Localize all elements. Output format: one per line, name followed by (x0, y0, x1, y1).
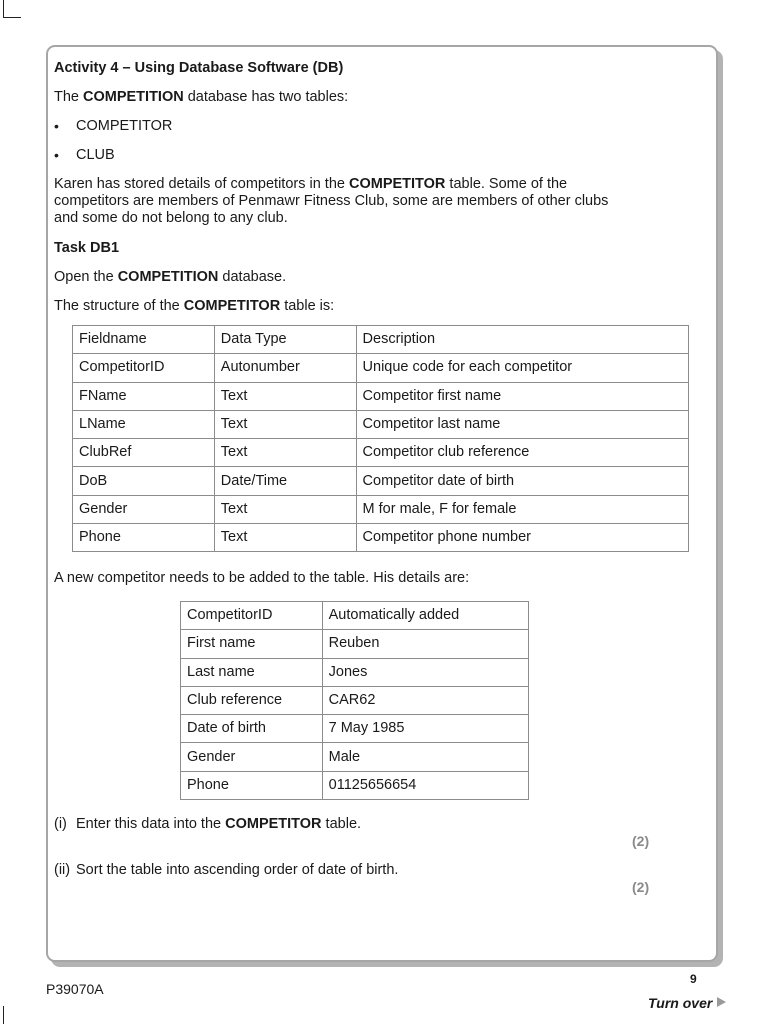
question-number: (i) (54, 816, 67, 832)
table-cell: Competitor first name (356, 382, 688, 410)
turn-over-label: Turn over (648, 995, 713, 1011)
table-row (73, 354, 689, 382)
table-cell: Text (214, 410, 356, 438)
question-text-pre: Enter this data into the (76, 816, 226, 832)
table-row (181, 630, 529, 658)
table-cell: Jones (322, 658, 528, 686)
bullet-text: CLUB (76, 147, 115, 163)
bullet-icon: • (54, 147, 59, 163)
question-text-post: table. (321, 816, 362, 832)
intro-post: database has two tables: (183, 89, 349, 105)
table-row (181, 715, 529, 743)
crop-mark (3, 1006, 4, 1024)
paper-code: P39070A (46, 981, 104, 997)
open-post: database. (218, 269, 287, 285)
table-cell: Male (322, 743, 528, 771)
table-cell: Competitor last name (356, 410, 688, 438)
para-line1-bold: COMPETITOR (349, 176, 446, 192)
intro-bold: COMPETITION (83, 89, 184, 105)
table-cell: Competitor club reference (356, 439, 688, 467)
play-arrow-icon (717, 997, 726, 1007)
intro-pre: The (54, 89, 84, 105)
table-cell: Date of birth (181, 715, 323, 743)
crop-mark (3, 17, 21, 18)
table-row (73, 410, 689, 438)
table-cell: M for male, F for female (356, 495, 688, 523)
open-instruction (54, 269, 286, 286)
question-text-bold: COMPETITOR (225, 816, 322, 832)
table-cell: CAR62 (322, 686, 528, 714)
table-cell: Club reference (181, 686, 323, 714)
struct-pre: The structure of the (54, 298, 184, 314)
table-row (73, 467, 689, 495)
description-paragraph (54, 176, 608, 227)
table-cell: Gender (181, 743, 323, 771)
bullet-text: COMPETITOR (76, 118, 173, 134)
crop-mark (3, 0, 4, 18)
table-cell: Competitor phone number (356, 524, 688, 552)
new-competitor-intro: A new competitor needs to be added to the table. His details are: (54, 570, 470, 586)
question-text (76, 816, 361, 833)
table-cell: Text (214, 439, 356, 467)
table-header-cell: Fieldname (73, 326, 215, 354)
table-row (181, 602, 529, 630)
table-row (181, 658, 529, 686)
para-line (54, 176, 608, 193)
table-header-row (73, 326, 689, 354)
mark-allocation: (2) (632, 879, 650, 895)
open-pre: Open the (54, 269, 118, 285)
table-cell: DoB (73, 467, 215, 495)
table-row (181, 686, 529, 714)
activity-title: Activity 4 – Using Database Software (DB) (54, 60, 344, 76)
struct-bold: COMPETITOR (183, 298, 281, 314)
table-cell: CompetitorID (73, 354, 215, 382)
table-cell: ClubRef (73, 439, 215, 467)
table-cell: Text (214, 495, 356, 523)
table-row (73, 495, 689, 523)
question-text-pre: Sort the table into ascending order of date of birth. (76, 862, 399, 878)
table-row (181, 771, 529, 799)
table-cell: Last name (181, 658, 323, 686)
table-cell: Gender (73, 495, 215, 523)
open-bold: COMPETITION (117, 269, 219, 285)
table-cell: 01125656654 (322, 771, 528, 799)
table-cell: Date/Time (214, 467, 356, 495)
table-cell: Automatically added (322, 602, 528, 630)
table-header-cell: Description (356, 326, 688, 354)
task-heading: Task DB1 (54, 240, 120, 256)
question-number: (ii) (54, 862, 71, 878)
mark-allocation: (2) (632, 833, 650, 849)
para-line: and some do not belong to any club. (54, 210, 288, 226)
table-cell: CompetitorID (181, 602, 323, 630)
table-header-cell: Data Type (214, 326, 356, 354)
table-cell: Phone (181, 771, 323, 799)
table-cell: Reuben (322, 630, 528, 658)
table-cell: Text (214, 382, 356, 410)
question-text (76, 862, 398, 879)
table-row (181, 743, 529, 771)
table-row (73, 524, 689, 552)
para-line1-post: table. Some of the (445, 176, 568, 192)
intro-text (54, 89, 348, 106)
table-row (73, 382, 689, 410)
structure-table (72, 325, 689, 552)
table-row (73, 439, 689, 467)
table-cell: 7 May 1985 (322, 715, 528, 743)
table-cell: Unique code for each competitor (356, 354, 688, 382)
table-cell: First name (181, 630, 323, 658)
new-competitor-table (180, 601, 529, 800)
para-line: competitors are members of Penmawr Fitness Club, some are members of other clubs (54, 193, 609, 209)
page-number: 9 (690, 972, 697, 986)
bullet-icon: • (54, 118, 59, 134)
para-line1-pre: Karen has stored details of competitors in the (54, 176, 349, 192)
table-cell: LName (73, 410, 215, 438)
table-cell: Competitor date of birth (356, 467, 688, 495)
struct-post: table is: (280, 298, 335, 314)
table-cell: Autonumber (214, 354, 356, 382)
table-cell: Text (214, 524, 356, 552)
structure-intro (54, 298, 334, 315)
table-cell: Phone (73, 524, 215, 552)
table-cell: FName (73, 382, 215, 410)
